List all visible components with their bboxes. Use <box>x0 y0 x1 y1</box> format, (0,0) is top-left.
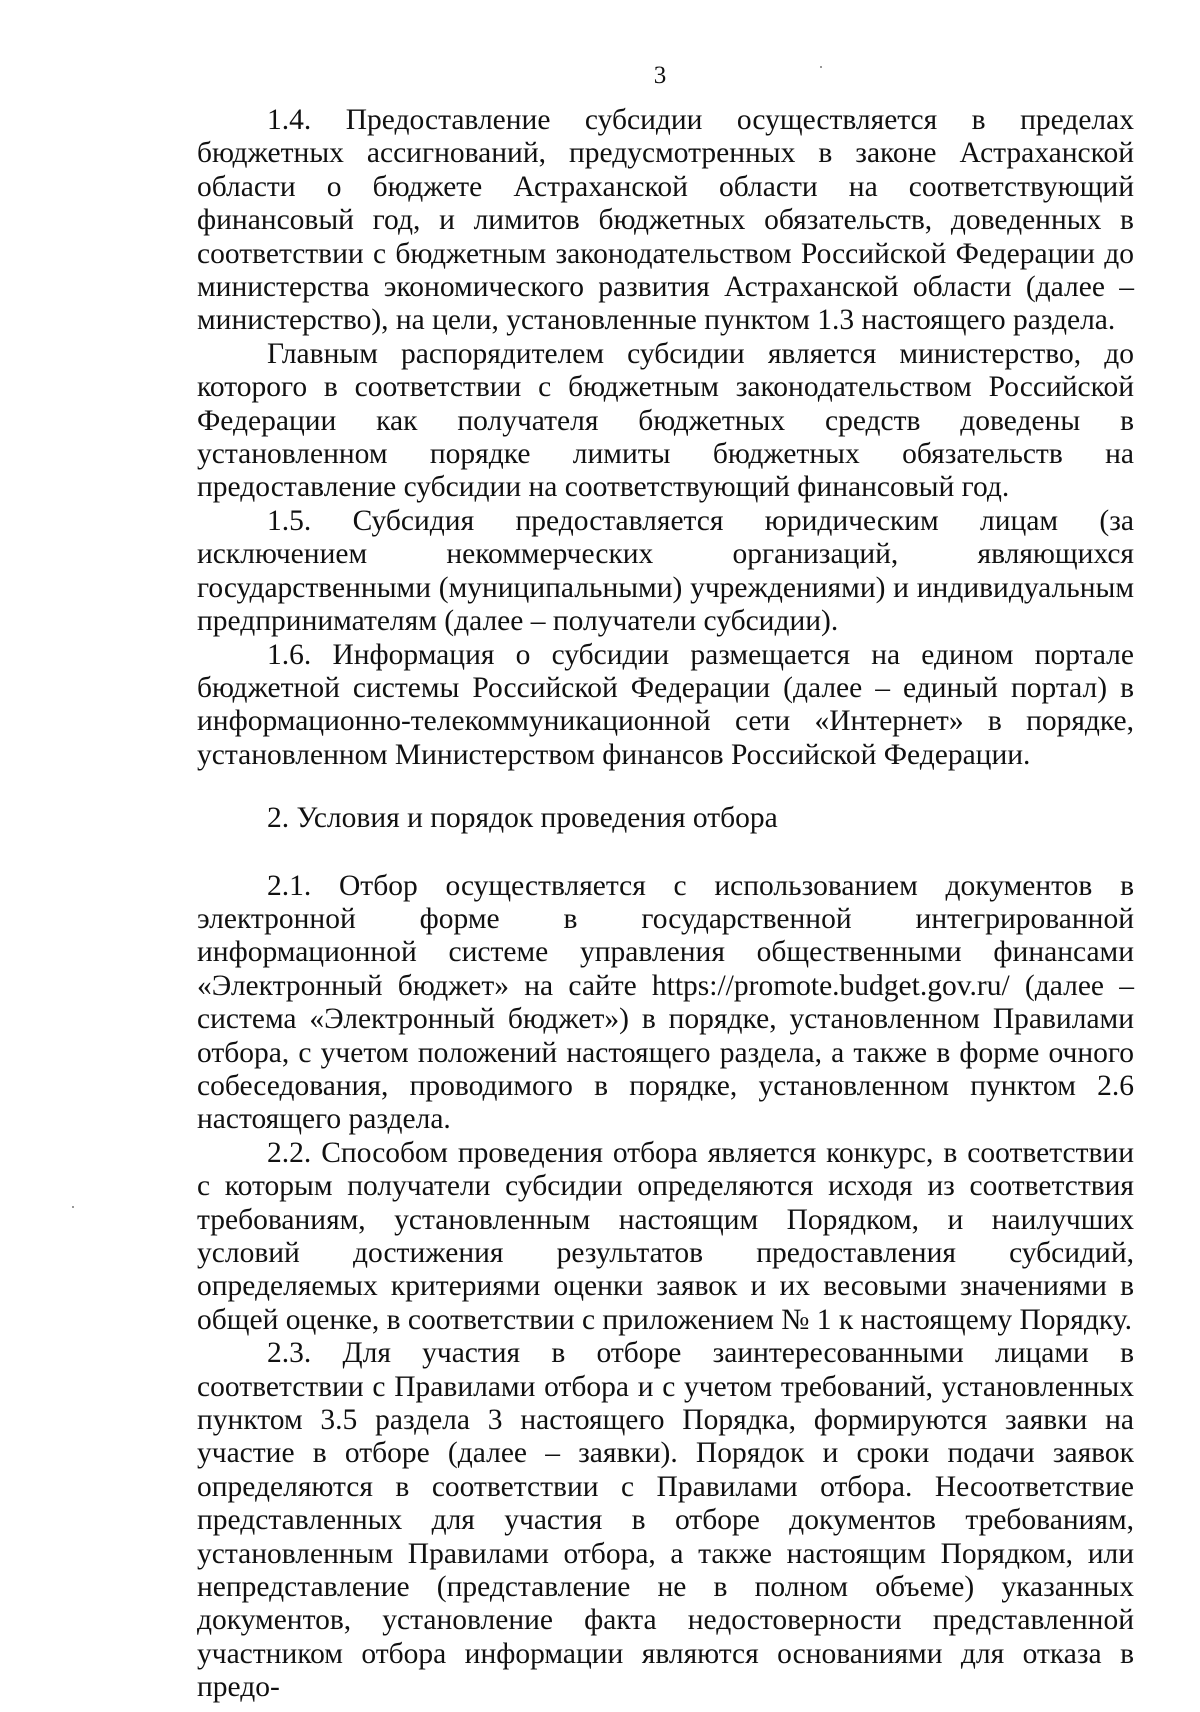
page-number: 3 <box>653 62 667 89</box>
paragraph-main-administrator: Главным распорядителем субсидии является министерство, до которого в соответствии с бюджетным законодательством Российской Федерации как получателя бюджетных средств доведены в установленном порядке лимиты бюджетных обязательств на предоставление субсидии на соответствующий финансовый год. <box>197 337 1134 504</box>
scan-speck <box>820 66 822 68</box>
paragraph-1-6: 1.6. Информация о субсидии размещается на едином портале бюджетной системы Российской Федерации (далее – единый портал) в информационно-телекоммуникационной сети «Интернет» в порядке, установленном Министерством финансов Российской Федерации. <box>197 638 1134 771</box>
paragraph-2-1: 2.1. Отбор осуществляется с использованием документов в электронной форме в государственной интегрированной информационной системе управления общественными финансами «Электронный бюджет» на сайте https://promote.budget.gov.ru/ (далее – система «Электронный бюджет») в порядке, установленном Правилами отбора, с учетом положений настоящего раздела, а также в форме очного собеседования, проводимого в порядке, установленном пунктом 2.6 настоящего раздела. <box>197 869 1134 1136</box>
paragraph-1-5: 1.5. Субсидия предоставляется юридическим лицам (за исключением некоммерческих организаций, являющихся государственными (муниципальными) учреждениями) и индивидуальным предпринимателям (далее – получатели субсидии). <box>197 504 1134 638</box>
document-body <box>197 104 1134 1705</box>
section-heading: 2. Условия и порядок проведения отбора <box>267 802 778 835</box>
paragraph-1-4: 1.4. Предоставление субсидии осуществляется в пределах бюджетных ассигнований, предусмотренных в законе Астраханской области о бюджете Астраханской области на соответствующий финансовый год, и лимитов бюджетных обязательств, доведенных в соответствии с бюджетным законодательством Российской Федерации до министерства экономического развития Астраханской области (далее – министерство), на цели, установленные пунктом 1.3 настоящего раздела. <box>197 104 1134 337</box>
paragraph-2-2: 2.2. Способом проведения отбора является конкурс, в соответствии с которым получатели субсидии определяются исходя из соответствия требованиям, установленным настоящим Порядком, и наилучших условий достижения результатов предоставления субсидий, определяемых критериями оценки заявок и их весовыми значениями в общей оценке, в соответствии с приложением № 1 к настоящему Порядку. <box>197 1136 1134 1336</box>
scan-speck <box>72 1206 74 1208</box>
paragraph-2-3: 2.3. Для участия в отборе заинтересованными лицами в соответствии с Правилами отбора и с учетом требований, установленных пунктом 3.5 раздела 3 настоящего Порядка, формируются заявки на участие в отборе (далее – заявки). Порядок и сроки подачи заявок определяются в соответствии с Правилами отбора. Несоответствие представленных для участия в отборе документов требованиям, установленным Правилами отбора, а также настоящим Порядком, или непредставление (представление не в полном объеме) указанных документов, установление факта недостоверности представленной участником отбора информации являются основаниями для отказа в предо- <box>197 1337 1134 1704</box>
